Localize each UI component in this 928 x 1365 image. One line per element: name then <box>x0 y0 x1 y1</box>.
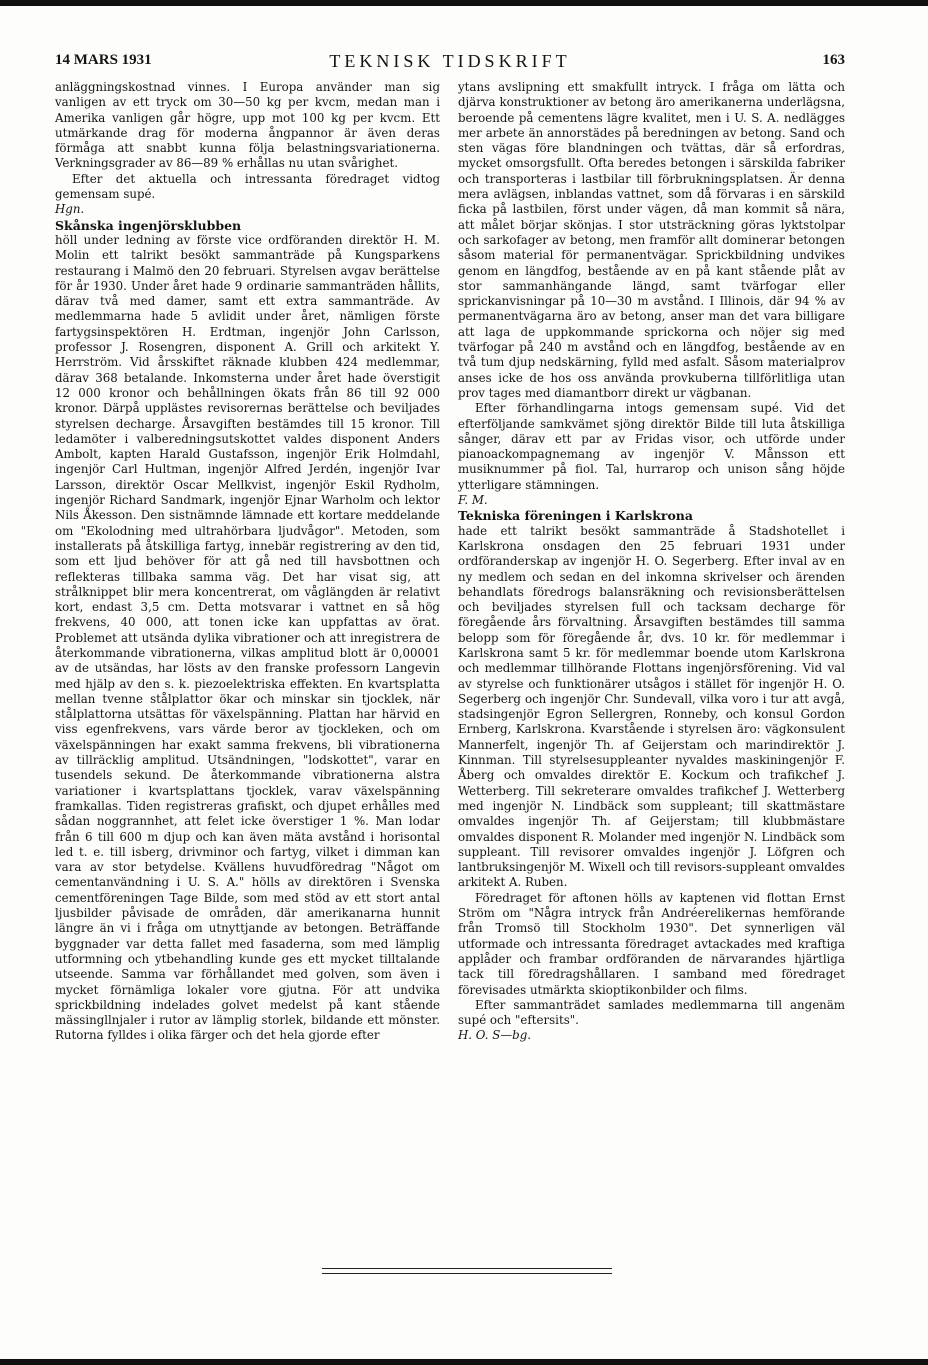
paragraph: ytans avslipning ett smakfullt intryck. I fråga om lätta och djärva konstruktioner av betong äro amerikanerna underlägsna, beroende på cementens lägre kvalitet, men i U. S. A. nedlägges mer arbete än annorstädes på beredningen av betong. Sand och sten vägas före blandningen och tvättas, där så erfordras, mycket omsorgsfullt. Ofta beredes betongen i särskilda fabriker och transporteras i lastbilar till förbrukningsplatsen. Är denna mera avlägsen, inblandas vattnet, som då förvaras i en särskild ficka på lastbilen, först under vägen, då man kommit så nära, att målet börjar skönjas. I stor utsträckning göras lyktstolpar och sarkofager av betong, men framför allt dominerar betongen såsom material för permanentvägar. Sprickbildning undvikes genom en längdfog, bestående av en på kant stående plåt av stor sammanhängande längd, samt tvärfogar eller sprickanvisningar på 10—30 m avstånd. I Illinois, där 94 % av permanentvägarna äro av betong, anser man det vara billigare att laga de uppkommande sprickorna och nöjer sig med tvärfogar på 240 m avstånd och en längdfog, bestående av en två tum djup nedskärning, fylld med asfalt. Såsom materialprov anses icke de hos oss använda provkuberna tillförlitliga utan prov tages med diamantborr direkt ur vägbanan. <box>458 80 845 400</box>
issue-date: 14 MARS 1931 <box>55 52 152 68</box>
paragraph: anläggningskostnad vinnes. I Europa använder man sig vanligen av ett tryck om 30—50 kg per kvcm, medan man i Amerika vanligen går högre, upp mot 100 kg per kvcm. Ett utmärkande drag för moderna ångpannor är även deras förmåga att snabbt kunna följa belastningsvariationerna. Verkningsgrader av 86—89 % erhållas nu utan svårighet. <box>55 80 440 171</box>
author-signature: Hgn. <box>55 202 85 217</box>
page-header <box>55 52 845 76</box>
section-heading: Skånska ingenjörsklubben <box>55 217 242 233</box>
author-signature: F. M. <box>458 493 488 508</box>
page-number: 163 <box>822 52 845 68</box>
end-rule <box>322 1268 612 1269</box>
section-heading: Tekniska föreningen i Karlskrona <box>458 508 693 524</box>
journal-title: TEKNISK TIDSKRIFT <box>329 51 571 71</box>
right-column <box>458 80 845 1044</box>
paragraph: Efter det aktuella och intressanta föredraget vidtog gemensam supé. <box>55 171 440 202</box>
author-signature: H. O. S—bg. <box>458 1028 531 1043</box>
top-border-bar <box>0 0 928 6</box>
paragraph: hade ett talrikt besökt sammanträde å Stadshotellet i Karlskrona onsdagen den 25 februari 1931 under ordföranderskap av ingenjör H. O. Segerberg. Efter inval av en ny medlem och sedan en del inkomna skrivelser och ärenden behandlats föredrogs balansräkning och revisionsberättelsen och beviljades styrelsen full och tacksam decharge för föregående års förvaltning. Årsavgiften bestämdes till samma belopp som för föregående år, dvs. 10 kr. för medlemmar i Karlskrona samt 5 kr. för medlemmar boende utom Karlskrona och medlemmar tillhörande Flottans ingenjörsförening. Vid val av styrelse och funktionärer utsågos i stället för ingenjör H. O. Segerberg och ingenjör Chr. Sundevall, vilka voro i tur att avgå, stadsingenjör Egron Sellergren, Ronneby, och konsul Gordon Ernberg, Karlskrona. Kvarstående i styrelsen äro: vägkonsulent Mannerfelt, ingenjör Th. af Geijerstam och marindirektör J. Kinnman. Till styrelsesuppleanter nyvaldes maskiningenjör F. Åberg och omvaldes direktör E. Kockum och trafikchef J. Wetterberg. Till sekreterare omvaldes trafikchef J. Wetterberg med ingenjör N. Lindbäck som suppleant; till skattmästare omvaldes ingenjör Th. af Geijerstam; till klubbmästare omvaldes disponent R. Molander med ingenjör N. Lindbäck som suppleant. Till revisorer omvaldes ingenjör J. Löfgren och lantbruksingenjör M. Wixell och till revisors-suppleant omvaldes arkitekt A. Ruben. <box>458 523 845 890</box>
paragraph: höll under ledning av förste vice ordföranden direktör H. M. Molin ett talrikt besökt sammanträde på Kungsparkens restaurang i Malmö den 20 februari. Styrelsen avgav berättelse för år 1930. Under året hade 9 ordinarie sammanträden hållits, därav två med damer, samt ett extra sammanträde. Av medlemmarna hade 5 avlidit under året, nämligen förste fartygsinspektören H. Erdtman, ingenjör John Carlsson, professor J. Rosengren, disponent A. Grill och arkitekt Y. Herrström. Vid årsskiftet räknade klubben 424 medlemmar, därav 368 betalande. Inkomsterna under året hade överstigit 12 000 kronor och behållningen ökats från 86 till 92 000 kronor. Därpå upplästes revisorernas berättelse och beviljades styrelsen decharge. Årsavgiften bestämdes till 15 kronor. Till ledamöter i valberedningsutskottet valdes disponent Anders Ambolt, kapten Harald Gustafsson, ingenjör Erik Holmdahl, ingenjör Carl Hultman, ingenjör Alfred Jerdén, ingenjör Ivar Larsson, direktör Oscar Mellkvist, ingenjör Eskil Rydholm, ingenjör Richard Sandmark, ingenjör Ejnar Warholm och lektor Nils Åkesson. Den sistnämnde lämnade ett kortare meddelande om "Ekolodning med ultrahörbara ljudvågor". Metoden, som installerats på åtskilliga fartyg, innebär registrering av den tid, som ett ljud behöver för att gå ned till havsbottnen och reflekteras tillbaka samma väg. Det har visat sig, att strålknippet blir mera koncentrerat, om våglängden är relativt kort, endast 3,5 cm. Detta motsvarar i vattnet en så hög frekvens, 40 000, att tonen icke kan uppfattas av örat. Problemet att utsända dylika vibrationer och att inregistrera de återkommande vibrationerna, vilkas amplitud blott är 0,00001 av de utsändas, har lösts av den franske professorn Langevin med hjälp av den s. k. piezoelektriska effekten. En kvartsplatta mellan tvenne stålplattor ökar och minskar sin tjocklek, när stålplattorna utsättas för växelspänning. Plattan har härvid en viss egenfrekvens, vars värde beror av tjockleken, och om växelspänningen har exakt samma frekvens, bli vibrationerna av tillräcklig amplitud. Utsändningen, "lodskottet", varar en tusendels sekund. De återkommande vibrationerna alstra variationer i kvartsplattans tjocklek, varav växelspänning framkallas. Tiden registreras grafiskt, och djupet erhålles med sådan noggrannhet, att felet icke överstiger 1 %. Man lodar från 6 till 600 m djup och kan även mäta avstånd i horisontal led t. e. till isberg, drivminor och fartyg, vilket i dimman kan vara av stor betydelse. Kvällens huvudföredrag "Något om cementanvändning i U. S. A." hölls av direktören i Svenska cementföreningen Tage Bilde, som med stöd av ett stort antal ljusbilder påvisade de områden, där amerikanarna hunnit längre än vi i fråga om utnyttjande av betongen. Beträffande byggnader var detta fallet med fasaderna, som med lämplig utformning och ytbehandling kunde ges ett mycket tilltalande utseende. Samma var förhållandet med golven, som även i mycket förnämliga lokaler vore gjutna. För att undvika sprickbildning indelades golvet medelst på kant stående mässingllnjaler i rutor av lämplig storlek, bildande ett mönster. Rutorna fylldes i olika färger och det hela gjorde efter <box>55 232 440 1043</box>
end-rule <box>322 1273 612 1274</box>
paragraph: Föredraget för aftonen hölls av kaptenen vid flottan Ernst Ström om "Några intryck från Andréerelikernas hemförande från Tromsö till Stockholm 1930". Det synnerligen väl utformade och intressanta föredraget avtackades med kraftiga applåder och frambar ordföranden de närvarandes hjärtliga tack till föredragshållaren. I samband med föredraget förevisades utmärkta skioptikonbilder och films. <box>458 890 845 997</box>
bottom-border-bar <box>0 1359 928 1365</box>
paragraph: Efter förhandlingarna intogs gemensam supé. Vid det efterföljande samkvämet sjöng direktör Bilde till luta åtskilliga sånger, därav ett par av Fridas visor, och utförde under pianoackompagnemang av ingenjör V. Månsson ett musiknummer på fiol. Tal, hurrarop och unison sång höjde ytterligare stämningen. <box>458 401 845 492</box>
paragraph: Efter sammanträdet samlades medlemmarna till angenäm supé och "eftersits". <box>458 997 845 1028</box>
left-column <box>55 80 440 1044</box>
